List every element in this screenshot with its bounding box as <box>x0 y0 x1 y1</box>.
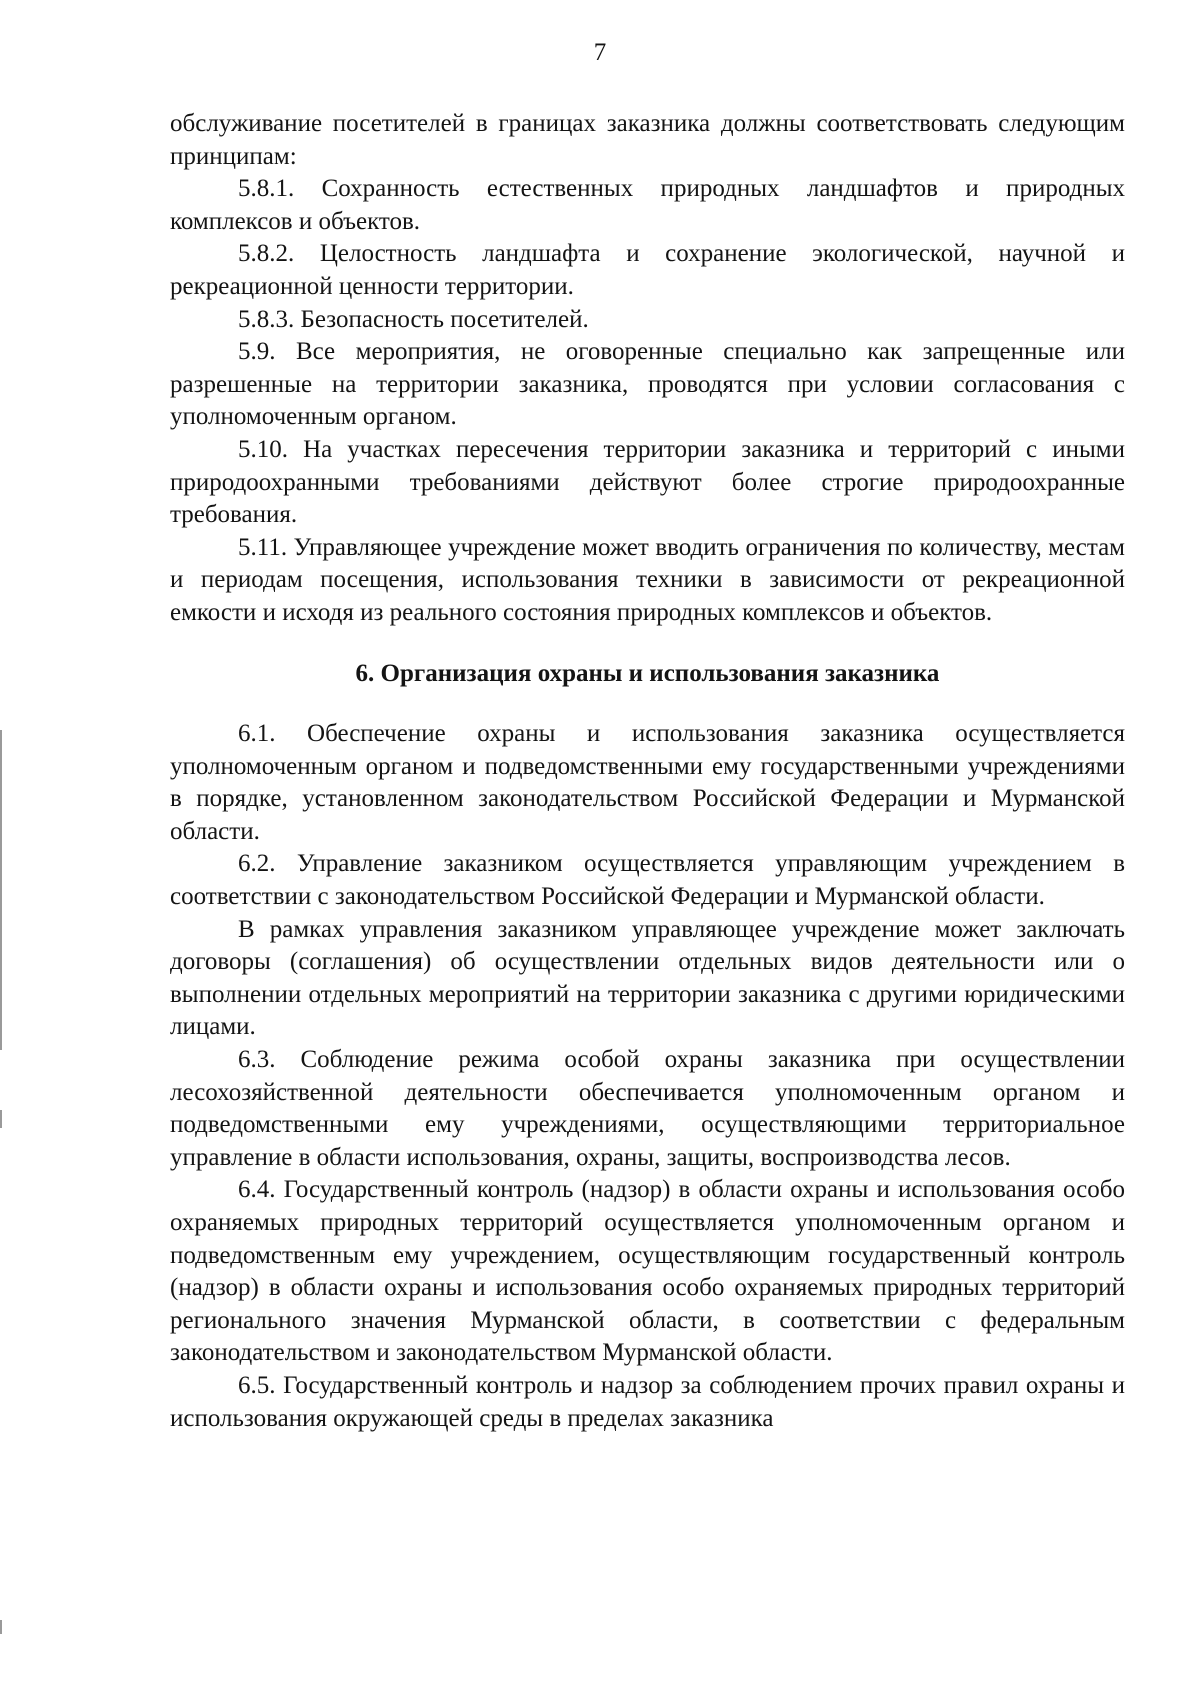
paragraph-6-2: 6.2. Управление заказником осуществляется управляющим учреждением в соответствии с законодательством Российской Федерации и Мурманской области. <box>170 850 1125 911</box>
paragraph-6-1: 6.1. Обеспечение охраны и использования заказника осуществляется уполномоченным органом и подведомственными ему государственными учреждениями в порядке, установленном законодательством Российской Федерации и Мурманской области. <box>170 720 1125 845</box>
paragraph-5-9: 5.9. Все мероприятия, не оговоренные специально как запрещенные или разрешенные на территории заказника, проводятся при условии согласования с уполномоченным органом. <box>170 338 1125 431</box>
paragraph-5-11: 5.11. Управляющее учреждение может вводить ограничения по количеству, местам и периодам посещения, использования техники в зависимости от рекреационной емкости и исходя из реального состояния природных комплексов и объектов. <box>170 533 1125 626</box>
scan-edge-mark <box>0 1110 2 1128</box>
paragraph-5-10: 5.10. На участках пересечения территории заказника и территорий с иными природоохранными требованиями действуют более строгие природоохранные требования. <box>170 435 1125 529</box>
paragraph-6-2-continued: В рамках управления заказником управляющее учреждение может заключать договоры (соглашения) об осуществлении отдельных видов деятельности или о выполнении отдельных мероприятий на территории заказника с другими юридическими лицами. <box>170 915 1125 1041</box>
scan-edge-mark <box>0 1620 2 1634</box>
paragraph-5-8-2: 5.8.2. Целостность ландшафта и сохранение экологической, научной и рекреационной ценности территории. <box>170 240 1125 300</box>
paragraph-continuation: обслуживание посетителей в границах заказника должны соответствовать следующим принципам: <box>170 110 1125 170</box>
paragraph-6-3: 6.3. Соблюдение режима особой охраны заказника при осуществлении лесохозяйственной деятельности обеспечивается уполномоченным органом и подведомственными ему учреждениями, осуществляющими территориальное управление в области использования, охраны, защиты, воспроизводства лесов. <box>170 1046 1125 1171</box>
scan-edge-mark <box>0 730 2 1050</box>
paragraph-6-4: 6.4. Государственный контроль (надзор) в области охраны и использования особо охраняемых природных территорий осуществляется уполномоченным органом и подведомственным ему учреждением, осуществляющим государственный контроль (надзор) в области охраны и использования особо охраняемых природных территорий регионального значения Мурманской области, в соответствии с федеральным законодательством и законодательством Мурманской области. <box>170 1176 1125 1367</box>
paragraph-6-5: 6.5. Государственный контроль и надзор за соблюдением прочих правил охраны и использования окружающей среды в пределах заказника <box>170 1371 1125 1432</box>
paragraph-5-8-1: 5.8.1. Сохранность естественных природных ландшафтов и природных комплексов и объектов. <box>170 175 1125 235</box>
page-number: 7 <box>593 39 607 66</box>
paragraph-5-8-3: 5.8.3. Безопасность посетителей. <box>238 305 589 333</box>
document-body <box>170 108 1125 1435</box>
section-heading: 6. Организация охраны и использования заказника <box>355 659 940 687</box>
